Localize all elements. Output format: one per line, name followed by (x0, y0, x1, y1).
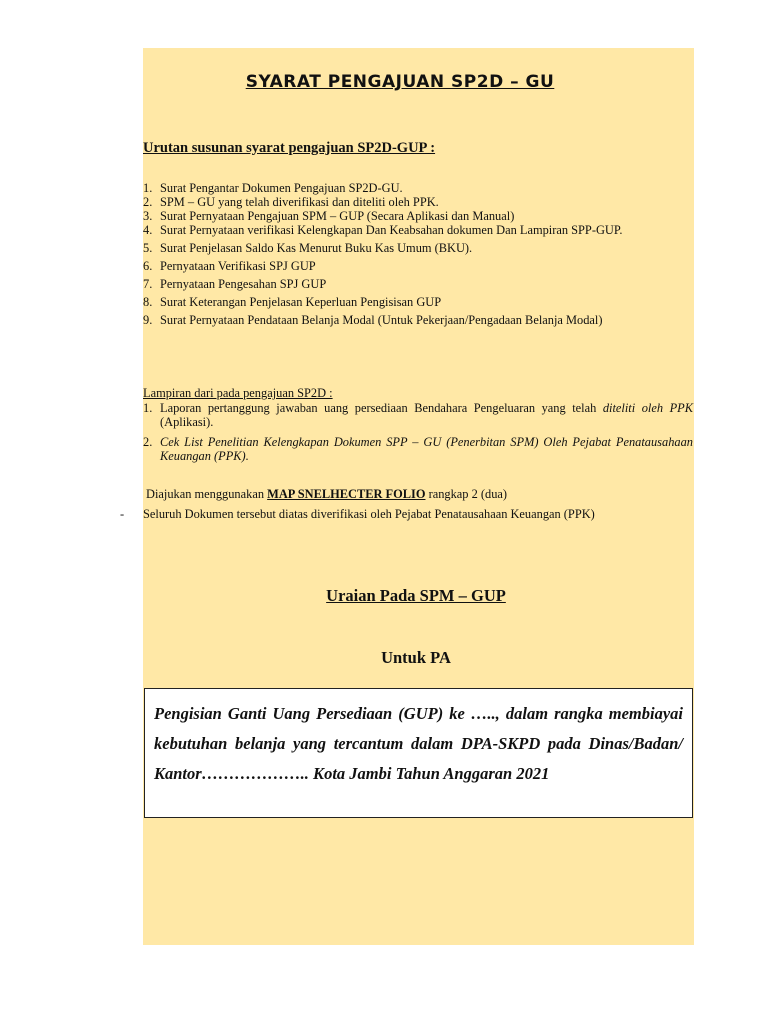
item-text: Cek List Penelitian Kelengkapan Dokumen SPP – GU (Penerbitan SPM) Oleh Pejabat Penatausahaan Keuangan (PPK). (160, 435, 693, 463)
requirements-heading: Urutan susunan syarat pengajuan SP2D-GUP : (143, 140, 436, 156)
verification-note: - Seluruh Dokumen tersebut diatas diverifikasi oleh Pejabat Penatausahaan Keuangan (PPK) (120, 507, 595, 521)
item-number: 1. (143, 401, 153, 415)
section-title: Uraian Pada SPM – GUP (326, 586, 506, 605)
list-item (143, 195, 693, 209)
document-title: SYARAT PENGAJUAN SP2D – GU (245, 72, 555, 92)
item-text: Pernyataan Pengesahan SPJ GUP (160, 277, 327, 291)
list-item (143, 181, 693, 195)
list-item (143, 209, 693, 223)
list-item (143, 241, 693, 255)
item-text: SPM – GU yang telah diverifikasi dan diteliti oleh PPK. (160, 195, 439, 209)
list-item (143, 435, 693, 463)
attachments-heading: Lampiran dari pada pengajuan SP2D : (143, 386, 333, 400)
item-text: Surat Pernyataan Pengajuan SPM – GUP (Secara Aplikasi dan Manual) (160, 209, 515, 223)
attachments-list (143, 401, 693, 463)
item-number: 4. (143, 223, 153, 237)
item-number: 6. (143, 259, 153, 273)
list-item (143, 401, 693, 429)
list-item (143, 277, 693, 291)
item-number: 8. (143, 295, 153, 309)
item-text: Surat Pernyataan Pendataan Belanja Modal (Untuk Pekerjaan/Pengadaan Belanja Modal) (160, 313, 603, 327)
for-title: Untuk PA (381, 648, 451, 667)
item-text: Surat Penjelasan Saldo Kas Menurut Buku Kas Umum (BKU). (160, 241, 473, 255)
list-item (143, 223, 693, 237)
item-number: 2. (143, 195, 153, 209)
item-text: Pernyataan Verifikasi SPJ GUP (160, 259, 316, 273)
item-number: 1. (143, 181, 153, 195)
list-item (143, 313, 693, 327)
list-item (143, 259, 693, 273)
item-text: Surat Keterangan Penjelasan Keperluan Pengisisan GUP (160, 295, 442, 309)
item-number: 9. (143, 313, 153, 327)
item-text: Surat Pernyataan verifikasi Kelengkapan Dan Keabsahan dokumen Dan Lampiran SPP-GUP. (160, 223, 623, 237)
item-number: 3. (143, 209, 153, 223)
text-box (144, 688, 693, 818)
list-item (143, 295, 693, 309)
item-text: Laporan pertanggung jawaban uang persediaan Bendahara Pengeluaran yang telah diteliti oleh PPK (Aplikasi). (160, 401, 693, 429)
box-text: Pengisian Ganti Uang Persediaan (GUP) ke ….., dalam rangka membiayai kebutuhan belanja yang tercantum dalam DPA-SKPD pada Dinas/Badan/ Kantor……………….. Kota Jambi Tahun Anggaran 2021 (154, 704, 683, 783)
submission-note: Diajukan menggunakan MAP SNELHECTER FOLIO rangkap 2 (dua) (146, 487, 508, 501)
item-number: 2. (143, 435, 153, 449)
requirements-list (143, 181, 693, 327)
item-text: Surat Pengantar Dokumen Pengajuan SP2D-GU. (160, 181, 403, 195)
item-number: 7. (143, 277, 153, 291)
item-number: 5. (143, 241, 153, 255)
